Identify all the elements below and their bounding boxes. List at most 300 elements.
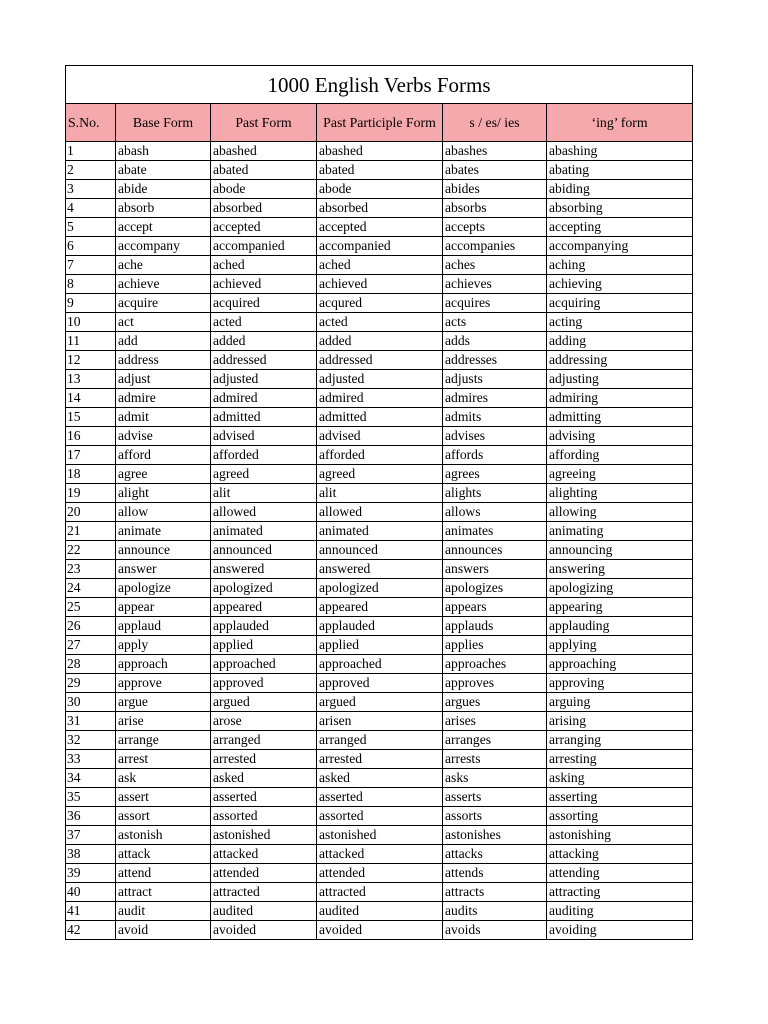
cell-past-form: attracted — [211, 883, 317, 902]
cell-s-es-ies: affords — [443, 446, 547, 465]
cell-base-form: abate — [116, 161, 211, 180]
cell-past-form: avoided — [211, 921, 317, 940]
cell-past-participle: attacked — [317, 845, 443, 864]
cell-past-participle: approved — [317, 674, 443, 693]
cell-s-es-ies: abates — [443, 161, 547, 180]
cell-s-es-ies: asserts — [443, 788, 547, 807]
cell-ing-form: abashing — [547, 142, 693, 161]
cell-sno: 8 — [66, 275, 116, 294]
cell-base-form: acquire — [116, 294, 211, 313]
cell-sno: 11 — [66, 332, 116, 351]
cell-ing-form: arguing — [547, 693, 693, 712]
cell-ing-form: announcing — [547, 541, 693, 560]
cell-past-form: asserted — [211, 788, 317, 807]
table-row — [66, 617, 693, 636]
cell-past-form: argued — [211, 693, 317, 712]
cell-ing-form: applauding — [547, 617, 693, 636]
table-row — [66, 180, 693, 199]
header-past-participle-form: Past Participle Form — [317, 104, 443, 142]
cell-s-es-ies: alights — [443, 484, 547, 503]
cell-sno: 26 — [66, 617, 116, 636]
cell-sno: 33 — [66, 750, 116, 769]
cell-past-form: answered — [211, 560, 317, 579]
cell-s-es-ies: attends — [443, 864, 547, 883]
cell-past-participle: accompanied — [317, 237, 443, 256]
cell-base-form: agree — [116, 465, 211, 484]
cell-base-form: arrange — [116, 731, 211, 750]
cell-s-es-ies: answers — [443, 560, 547, 579]
cell-s-es-ies: attacks — [443, 845, 547, 864]
cell-ing-form: attacking — [547, 845, 693, 864]
cell-past-form: arrested — [211, 750, 317, 769]
header-ing-form: ‘ing’ form — [547, 104, 693, 142]
table-row — [66, 883, 693, 902]
cell-s-es-ies: audits — [443, 902, 547, 921]
cell-sno: 30 — [66, 693, 116, 712]
cell-past-participle: audited — [317, 902, 443, 921]
table-row — [66, 560, 693, 579]
cell-sno: 19 — [66, 484, 116, 503]
cell-past-form: attended — [211, 864, 317, 883]
cell-sno: 38 — [66, 845, 116, 864]
table-row — [66, 465, 693, 484]
cell-sno: 12 — [66, 351, 116, 370]
cell-past-form: arranged — [211, 731, 317, 750]
cell-past-form: afforded — [211, 446, 317, 465]
cell-sno: 35 — [66, 788, 116, 807]
table-row — [66, 731, 693, 750]
cell-past-form: acted — [211, 313, 317, 332]
cell-past-form: animated — [211, 522, 317, 541]
header-sno: S.No. — [66, 104, 116, 142]
cell-past-participle: announced — [317, 541, 443, 560]
cell-s-es-ies: accepts — [443, 218, 547, 237]
cell-ing-form: acting — [547, 313, 693, 332]
cell-past-form: abashed — [211, 142, 317, 161]
table-row — [66, 313, 693, 332]
table-row — [66, 864, 693, 883]
table-row — [66, 693, 693, 712]
cell-sno: 16 — [66, 427, 116, 446]
cell-sno: 14 — [66, 389, 116, 408]
cell-sno: 37 — [66, 826, 116, 845]
cell-past-form: announced — [211, 541, 317, 560]
table-row — [66, 503, 693, 522]
cell-s-es-ies: approaches — [443, 655, 547, 674]
table-row — [66, 256, 693, 275]
table-row — [66, 712, 693, 731]
cell-s-es-ies: adds — [443, 332, 547, 351]
table-row — [66, 484, 693, 503]
cell-ing-form: abating — [547, 161, 693, 180]
table-row — [66, 275, 693, 294]
table-row — [66, 446, 693, 465]
table-row — [66, 807, 693, 826]
cell-ing-form: affording — [547, 446, 693, 465]
cell-base-form: accept — [116, 218, 211, 237]
header-row — [66, 104, 693, 142]
table-row — [66, 199, 693, 218]
cell-ing-form: asking — [547, 769, 693, 788]
cell-base-form: add — [116, 332, 211, 351]
cell-past-form: appeared — [211, 598, 317, 617]
cell-sno: 13 — [66, 370, 116, 389]
cell-past-participle: appeared — [317, 598, 443, 617]
cell-base-form: apply — [116, 636, 211, 655]
cell-past-form: absorbed — [211, 199, 317, 218]
cell-s-es-ies: asks — [443, 769, 547, 788]
cell-ing-form: attending — [547, 864, 693, 883]
cell-past-form: audited — [211, 902, 317, 921]
cell-base-form: abash — [116, 142, 211, 161]
cell-ing-form: agreeing — [547, 465, 693, 484]
cell-ing-form: applying — [547, 636, 693, 655]
cell-s-es-ies: abides — [443, 180, 547, 199]
cell-past-form: astonished — [211, 826, 317, 845]
cell-base-form: argue — [116, 693, 211, 712]
table-row — [66, 522, 693, 541]
cell-past-participle: attracted — [317, 883, 443, 902]
cell-past-participle: assorted — [317, 807, 443, 826]
cell-past-participle: accepted — [317, 218, 443, 237]
cell-ing-form: attracting — [547, 883, 693, 902]
verbs-table — [65, 65, 693, 940]
cell-ing-form: addressing — [547, 351, 693, 370]
cell-sno: 22 — [66, 541, 116, 560]
cell-past-participle: acqured — [317, 294, 443, 313]
cell-past-form: alit — [211, 484, 317, 503]
cell-s-es-ies: astonishes — [443, 826, 547, 845]
cell-s-es-ies: appears — [443, 598, 547, 617]
cell-past-form: acquired — [211, 294, 317, 313]
table-row — [66, 598, 693, 617]
cell-past-form: allowed — [211, 503, 317, 522]
cell-base-form: arise — [116, 712, 211, 731]
cell-base-form: approve — [116, 674, 211, 693]
cell-past-form: arose — [211, 712, 317, 731]
cell-base-form: admit — [116, 408, 211, 427]
cell-base-form: allow — [116, 503, 211, 522]
cell-sno: 15 — [66, 408, 116, 427]
cell-ing-form: apologizing — [547, 579, 693, 598]
table-title: 1000 English Verbs Forms — [66, 66, 693, 104]
cell-past-form: applauded — [211, 617, 317, 636]
cell-ing-form: assorting — [547, 807, 693, 826]
cell-base-form: absorb — [116, 199, 211, 218]
cell-ing-form: approaching — [547, 655, 693, 674]
cell-base-form: audit — [116, 902, 211, 921]
cell-sno: 7 — [66, 256, 116, 275]
cell-ing-form: avoiding — [547, 921, 693, 940]
cell-past-participle: answered — [317, 560, 443, 579]
cell-s-es-ies: animates — [443, 522, 547, 541]
cell-base-form: advise — [116, 427, 211, 446]
cell-base-form: ask — [116, 769, 211, 788]
table-row — [66, 294, 693, 313]
table-row — [66, 636, 693, 655]
cell-past-form: accompanied — [211, 237, 317, 256]
cell-sno: 32 — [66, 731, 116, 750]
cell-base-form: attend — [116, 864, 211, 883]
cell-s-es-ies: admits — [443, 408, 547, 427]
cell-sno: 9 — [66, 294, 116, 313]
cell-sno: 2 — [66, 161, 116, 180]
cell-ing-form: astonishing — [547, 826, 693, 845]
cell-ing-form: accepting — [547, 218, 693, 237]
cell-past-participle: added — [317, 332, 443, 351]
cell-base-form: adjust — [116, 370, 211, 389]
cell-base-form: achieve — [116, 275, 211, 294]
cell-past-participle: astonished — [317, 826, 443, 845]
cell-base-form: ache — [116, 256, 211, 275]
table-row — [66, 332, 693, 351]
cell-ing-form: asserting — [547, 788, 693, 807]
cell-ing-form: abiding — [547, 180, 693, 199]
cell-s-es-ies: abashes — [443, 142, 547, 161]
table-row — [66, 161, 693, 180]
cell-past-participle: attended — [317, 864, 443, 883]
cell-s-es-ies: apologizes — [443, 579, 547, 598]
cell-past-form: accepted — [211, 218, 317, 237]
cell-sno: 20 — [66, 503, 116, 522]
table-row — [66, 541, 693, 560]
cell-ing-form: appearing — [547, 598, 693, 617]
cell-sno: 40 — [66, 883, 116, 902]
cell-s-es-ies: attracts — [443, 883, 547, 902]
cell-ing-form: auditing — [547, 902, 693, 921]
cell-past-participle: avoided — [317, 921, 443, 940]
cell-s-es-ies: announces — [443, 541, 547, 560]
table-row — [66, 351, 693, 370]
cell-sno: 41 — [66, 902, 116, 921]
cell-sno: 21 — [66, 522, 116, 541]
cell-base-form: animate — [116, 522, 211, 541]
cell-s-es-ies: agrees — [443, 465, 547, 484]
table-row — [66, 845, 693, 864]
cell-past-form: attacked — [211, 845, 317, 864]
cell-base-form: assort — [116, 807, 211, 826]
cell-past-form: added — [211, 332, 317, 351]
cell-sno: 17 — [66, 446, 116, 465]
cell-ing-form: animating — [547, 522, 693, 541]
cell-base-form: approach — [116, 655, 211, 674]
cell-past-form: asked — [211, 769, 317, 788]
cell-sno: 31 — [66, 712, 116, 731]
cell-past-participle: allowed — [317, 503, 443, 522]
header-base-form: Base Form — [116, 104, 211, 142]
cell-past-participle: apologized — [317, 579, 443, 598]
cell-past-participle: achieved — [317, 275, 443, 294]
cell-sno: 34 — [66, 769, 116, 788]
cell-base-form: accompany — [116, 237, 211, 256]
cell-s-es-ies: acts — [443, 313, 547, 332]
cell-s-es-ies: argues — [443, 693, 547, 712]
cell-base-form: answer — [116, 560, 211, 579]
cell-past-form: admitted — [211, 408, 317, 427]
cell-base-form: attract — [116, 883, 211, 902]
cell-past-participle: admired — [317, 389, 443, 408]
document-page — [65, 65, 692, 940]
cell-s-es-ies: advises — [443, 427, 547, 446]
cell-past-form: agreed — [211, 465, 317, 484]
cell-ing-form: admiring — [547, 389, 693, 408]
table-row — [66, 655, 693, 674]
cell-ing-form: arresting — [547, 750, 693, 769]
cell-s-es-ies: approves — [443, 674, 547, 693]
cell-past-participle: abode — [317, 180, 443, 199]
cell-past-form: ached — [211, 256, 317, 275]
cell-past-participle: arrested — [317, 750, 443, 769]
cell-ing-form: approving — [547, 674, 693, 693]
cell-ing-form: adjusting — [547, 370, 693, 389]
cell-past-participle: applauded — [317, 617, 443, 636]
cell-s-es-ies: assorts — [443, 807, 547, 826]
cell-past-participle: abashed — [317, 142, 443, 161]
cell-past-participle: asked — [317, 769, 443, 788]
cell-ing-form: answering — [547, 560, 693, 579]
cell-ing-form: aching — [547, 256, 693, 275]
cell-past-participle: arisen — [317, 712, 443, 731]
cell-sno: 6 — [66, 237, 116, 256]
cell-base-form: address — [116, 351, 211, 370]
cell-ing-form: admitting — [547, 408, 693, 427]
cell-sno: 5 — [66, 218, 116, 237]
cell-s-es-ies: absorbs — [443, 199, 547, 218]
cell-past-participle: argued — [317, 693, 443, 712]
cell-s-es-ies: arises — [443, 712, 547, 731]
cell-s-es-ies: arrests — [443, 750, 547, 769]
cell-s-es-ies: addresses — [443, 351, 547, 370]
cell-past-form: addressed — [211, 351, 317, 370]
cell-sno: 27 — [66, 636, 116, 655]
title-row — [66, 66, 693, 104]
cell-s-es-ies: acquires — [443, 294, 547, 313]
table-body — [66, 142, 693, 940]
cell-s-es-ies: arranges — [443, 731, 547, 750]
cell-s-es-ies: admires — [443, 389, 547, 408]
cell-past-form: abated — [211, 161, 317, 180]
cell-past-participle: applied — [317, 636, 443, 655]
cell-base-form: arrest — [116, 750, 211, 769]
cell-ing-form: achieving — [547, 275, 693, 294]
cell-sno: 36 — [66, 807, 116, 826]
cell-base-form: assert — [116, 788, 211, 807]
table-row — [66, 370, 693, 389]
cell-past-participle: absorbed — [317, 199, 443, 218]
cell-past-participle: adjusted — [317, 370, 443, 389]
cell-past-participle: asserted — [317, 788, 443, 807]
cell-s-es-ies: adjusts — [443, 370, 547, 389]
cell-ing-form: accompanying — [547, 237, 693, 256]
cell-base-form: astonish — [116, 826, 211, 845]
table-row — [66, 826, 693, 845]
cell-past-participle: agreed — [317, 465, 443, 484]
cell-base-form: announce — [116, 541, 211, 560]
cell-past-form: apologized — [211, 579, 317, 598]
table-row — [66, 902, 693, 921]
cell-past-form: adjusted — [211, 370, 317, 389]
cell-past-participle: addressed — [317, 351, 443, 370]
cell-base-form: alight — [116, 484, 211, 503]
cell-sno: 29 — [66, 674, 116, 693]
cell-ing-form: arranging — [547, 731, 693, 750]
cell-past-form: applied — [211, 636, 317, 655]
cell-past-form: approached — [211, 655, 317, 674]
cell-past-participle: alit — [317, 484, 443, 503]
cell-sno: 39 — [66, 864, 116, 883]
cell-ing-form: arising — [547, 712, 693, 731]
cell-sno: 1 — [66, 142, 116, 161]
cell-sno: 24 — [66, 579, 116, 598]
table-row — [66, 427, 693, 446]
table-row — [66, 579, 693, 598]
cell-s-es-ies: applauds — [443, 617, 547, 636]
table-row — [66, 389, 693, 408]
cell-sno: 4 — [66, 199, 116, 218]
table-row — [66, 237, 693, 256]
table-row — [66, 750, 693, 769]
table-row — [66, 218, 693, 237]
cell-sno: 23 — [66, 560, 116, 579]
cell-s-es-ies: achieves — [443, 275, 547, 294]
cell-ing-form: acquiring — [547, 294, 693, 313]
cell-ing-form: adding — [547, 332, 693, 351]
cell-sno: 25 — [66, 598, 116, 617]
header-past-form: Past Form — [211, 104, 317, 142]
cell-past-form: abode — [211, 180, 317, 199]
cell-ing-form: alighting — [547, 484, 693, 503]
cell-past-participle: animated — [317, 522, 443, 541]
cell-ing-form: allowing — [547, 503, 693, 522]
cell-base-form: appear — [116, 598, 211, 617]
cell-sno: 42 — [66, 921, 116, 940]
cell-sno: 28 — [66, 655, 116, 674]
header-s-es-ies: s / es/ ies — [443, 104, 547, 142]
cell-sno: 10 — [66, 313, 116, 332]
cell-s-es-ies: avoids — [443, 921, 547, 940]
cell-past-form: approved — [211, 674, 317, 693]
cell-base-form: act — [116, 313, 211, 332]
cell-base-form: apologize — [116, 579, 211, 598]
cell-s-es-ies: aches — [443, 256, 547, 275]
cell-base-form: applaud — [116, 617, 211, 636]
cell-past-form: admired — [211, 389, 317, 408]
cell-past-participle: abated — [317, 161, 443, 180]
cell-base-form: avoid — [116, 921, 211, 940]
table-row — [66, 788, 693, 807]
cell-base-form: admire — [116, 389, 211, 408]
cell-past-form: achieved — [211, 275, 317, 294]
table-row — [66, 674, 693, 693]
cell-base-form: attack — [116, 845, 211, 864]
table-row — [66, 142, 693, 161]
cell-s-es-ies: accompanies — [443, 237, 547, 256]
cell-past-form: advised — [211, 427, 317, 446]
cell-base-form: afford — [116, 446, 211, 465]
cell-past-participle: admitted — [317, 408, 443, 427]
cell-past-form: assorted — [211, 807, 317, 826]
cell-past-participle: arranged — [317, 731, 443, 750]
table-row — [66, 408, 693, 427]
cell-ing-form: advising — [547, 427, 693, 446]
cell-past-participle: acted — [317, 313, 443, 332]
table-row — [66, 769, 693, 788]
table-row — [66, 921, 693, 940]
cell-past-participle: approached — [317, 655, 443, 674]
cell-sno: 18 — [66, 465, 116, 484]
cell-ing-form: absorbing — [547, 199, 693, 218]
cell-s-es-ies: applies — [443, 636, 547, 655]
